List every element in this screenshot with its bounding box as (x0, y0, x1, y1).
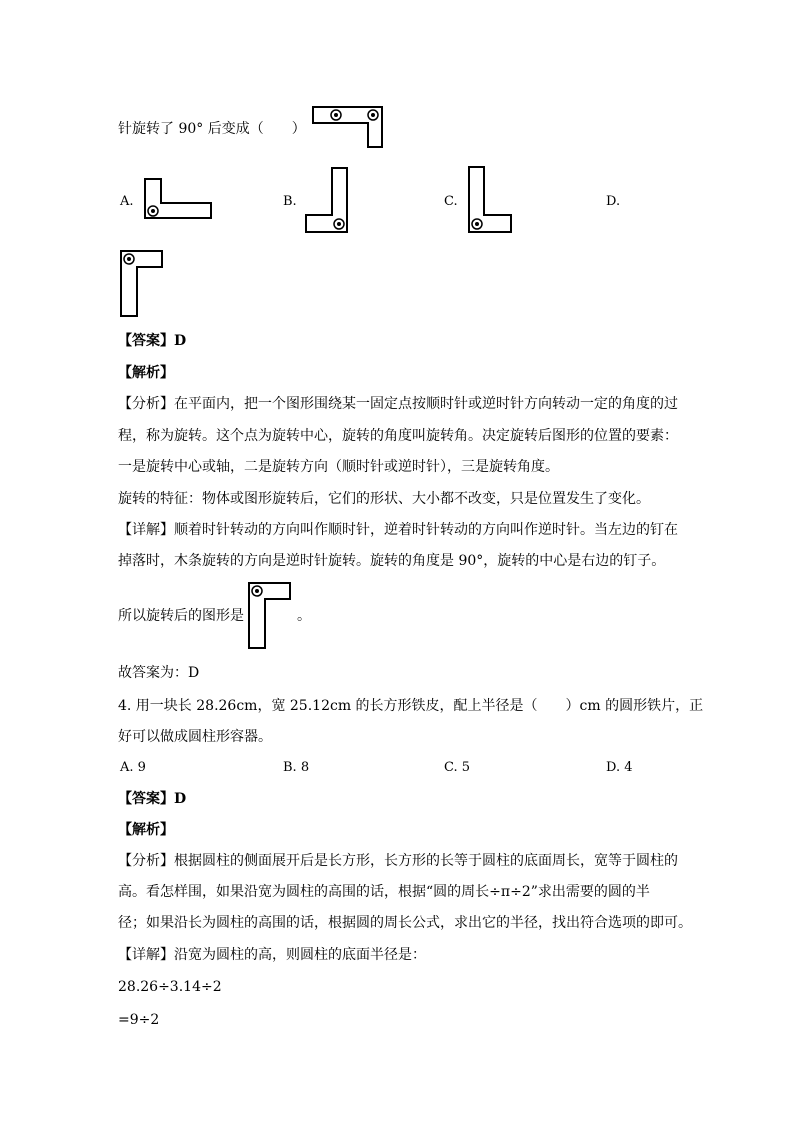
calculation-line: 28.26÷3.14÷2 (118, 979, 222, 995)
q4-option-b: B. 8 (283, 760, 310, 775)
question-3-answer: 【答案】D (118, 333, 187, 349)
q4-option-a: A. 9 (120, 760, 146, 775)
analysis-line: 【分析】根据圆柱的侧面展开后是长方形，长方形的长等于圆柱的底面周长，宽等于圆柱的 (118, 853, 678, 869)
analysis-line: 【分析】在平面内，把一个图形围绕某一固定点按顺时针或逆时针方向转动一定的角度的过 (118, 396, 678, 412)
analysis-line: 程，称为旋转。这个点为旋转中心，旋转的角度叫旋转角。决定旋转后图形的位置的要素： (118, 428, 678, 444)
calculation-line: =9÷2 (118, 1012, 160, 1028)
option-c-figure (468, 166, 514, 236)
option-b-label: B. (283, 194, 297, 209)
result-sentence-suffix: 。 (297, 608, 311, 624)
question-3-stem: 针旋转了 90° 后变成（ ） (118, 121, 306, 137)
analysis-line: 【详解】沿宽为圆柱的高，则圆柱的底面半径是： (118, 947, 426, 963)
result-strip-figure (248, 582, 294, 652)
question-3-final-answer: 故答案为：D (118, 665, 200, 681)
analysis-line: 旋转的特征：物体或图形旋转后，它们的形状、大小都不改变，只是位置发生了变化。 (118, 491, 650, 507)
option-a-label: A. (120, 194, 134, 209)
analysis-line: 径；如果沿长为圆柱的高围的话，根据圆的周长公式，求出它的半径，找出符合选项的即可。 (118, 915, 692, 931)
option-c-label: C. (444, 194, 458, 209)
option-a-figure (144, 178, 214, 220)
question-4-answer: 【答案】D (118, 791, 187, 807)
analysis-line: 【详解】顺着时针转动的方向叫作顺时针，逆着时针转动的方向叫作逆时针。当左边的钉在 (118, 522, 678, 538)
analysis-line: 高。看怎样围，如果沿宽为圆柱的高围的话，根据“圆的周长÷π÷2”求出需要的圆的半 (118, 884, 650, 900)
question-4-analysis-title: 【解析】 (118, 822, 174, 838)
option-d-figure (120, 250, 166, 320)
q4-option-d: D. 4 (606, 760, 633, 775)
q4-option-c: C. 5 (444, 760, 471, 775)
option-b-figure (305, 167, 349, 235)
analysis-line: 掉落时，木条旋转的方向是逆时针旋转。旋转的角度是 90°，旋转的中心是右边的钉子。 (118, 553, 666, 569)
question-4-stem-line: 4. 用一块长 28.26cm，宽 25.12cm 的长方形铁皮，配上半径是（ ）cm 的圆形铁片，正 (118, 698, 704, 714)
result-sentence-prefix: 所以旋转后的图形是 (118, 608, 244, 624)
original-strip-figure (312, 106, 386, 150)
question-4-stem-line: 好可以做成圆柱形容器。 (118, 729, 272, 745)
question-3-analysis-title: 【解析】 (118, 365, 174, 381)
analysis-line: 一是旋转中心或轴，二是旋转方向（顺时针或逆时针），三是旋转角度。 (118, 459, 559, 475)
option-d-label: D. (606, 194, 621, 209)
